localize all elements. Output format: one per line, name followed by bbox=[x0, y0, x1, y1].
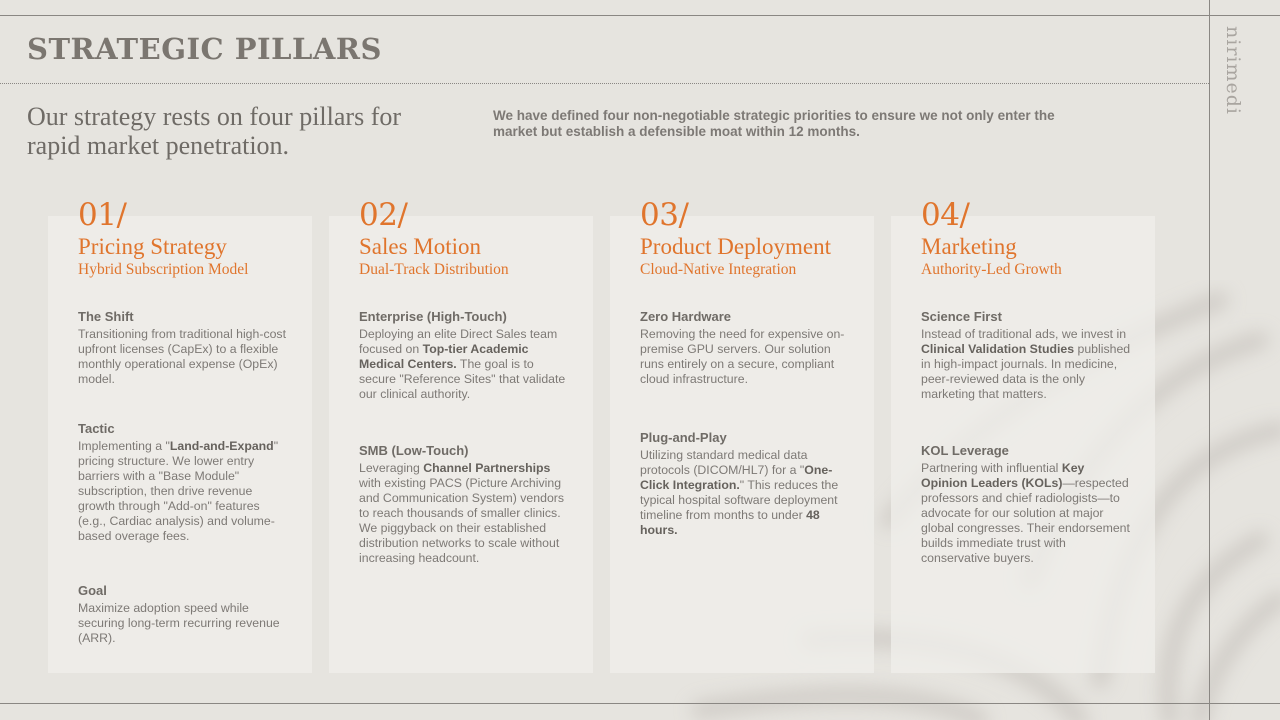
section-body: Instead of traditional ads, we invest in Clinical Validation Studies published in high-impact journals. In medicine, peer-reviewed data is the only marketing that matters. bbox=[921, 327, 1131, 401]
bottom-rule bbox=[0, 703, 1280, 704]
pillar-number: 01/ bbox=[78, 197, 127, 233]
section-tactic bbox=[78, 421, 288, 544]
section-title: Enterprise (High-Touch) bbox=[359, 309, 507, 324]
pillar-title: Product Deployment bbox=[640, 234, 831, 259]
section-body: Utilizing standard medical data protocols (DICOM/HL7) for a "One-Click Integration." This reduces the typical hospital software deployment timeline from months to under 48 hours. bbox=[640, 448, 839, 537]
headline: Our strategy rests on four pillars for rapid market penetration. bbox=[27, 102, 402, 160]
section-title: Science First bbox=[921, 309, 1002, 324]
pillar-subtitle: Authority-Led Growth bbox=[921, 261, 1062, 278]
section-title: Zero Hardware bbox=[640, 309, 732, 324]
pillar-title: Marketing bbox=[921, 234, 1017, 259]
section-title: Goal bbox=[78, 583, 107, 598]
section-zero-hardware bbox=[640, 309, 850, 387]
section-body: Removing the need for expensive on-premise GPU servers. Our solution runs entirely on a secure, compliant cloud infrastructure. bbox=[640, 327, 845, 386]
pillar-header-2 bbox=[359, 198, 649, 280]
section-body: Transitioning from traditional high-cost upfront licenses (CapEx) to a flexible monthly operational expense (OpEx) model. bbox=[78, 327, 287, 386]
section-smb bbox=[359, 443, 569, 566]
section-enterprise bbox=[359, 309, 569, 402]
pillar-header-3 bbox=[640, 198, 930, 280]
section-title: SMB (Low-Touch) bbox=[359, 443, 469, 458]
title-divider bbox=[0, 83, 1209, 84]
intro-text: We have defined four non-negotiable strategic priorities to ensure we not only enter the market but establish a defensible moat within 12 months. bbox=[493, 108, 1055, 139]
section-title: The Shift bbox=[78, 309, 134, 324]
page-title: STRATEGIC PILLARS bbox=[27, 32, 382, 66]
section-kol-leverage bbox=[921, 443, 1131, 566]
section-body: Leveraging Channel Partnerships with existing PACS (Picture Archiving and Communication System) vendors to reach thousands of smaller clinics. We piggyback on their established distribution networks to scale without increasing headcount. bbox=[359, 461, 565, 565]
section-body: Deploying an elite Direct Sales team focused on Top-tier Academic Medical Centers. The goal is to secure "Reference Sites" that validate our clinical authority. bbox=[359, 327, 566, 401]
pillar-subtitle: Cloud-Native Integration bbox=[640, 261, 797, 278]
right-rule bbox=[1209, 0, 1210, 720]
pillar-subtitle: Dual-Track Distribution bbox=[359, 261, 509, 278]
section-body: Partnering with influential Key Opinion Leaders (KOLs)—respected professors and chief radiologists—to advocate for our solution at major global congresses. Their endorsement builds immediate trust with conservative buyers. bbox=[921, 461, 1130, 565]
section-the-shift bbox=[78, 309, 288, 387]
section-body: Implementing a "Land-and-Expand" pricing structure. We lower entry barriers with a "Base Module" subscription, then drive revenue growth through "Add-on" features (e.g., Cardiac analysis) and volume-based overage fees. bbox=[78, 439, 279, 543]
top-rule bbox=[0, 15, 1280, 16]
pillar-number: 02/ bbox=[359, 197, 408, 233]
pillar-header-1 bbox=[78, 198, 368, 280]
section-goal bbox=[78, 583, 288, 646]
brand-wordmark: nirimedi bbox=[1222, 26, 1244, 115]
pillar-title: Pricing Strategy bbox=[78, 234, 227, 259]
pillar-header-4 bbox=[921, 198, 1211, 280]
section-title: Tactic bbox=[78, 421, 115, 436]
section-title: KOL Leverage bbox=[921, 443, 1009, 458]
pillar-title: Sales Motion bbox=[359, 234, 482, 259]
pillar-number: 04/ bbox=[921, 197, 970, 233]
section-title: Plug-and-Play bbox=[640, 430, 727, 445]
section-plug-and-play bbox=[640, 430, 850, 538]
pillar-number: 03/ bbox=[640, 197, 689, 233]
section-science-first bbox=[921, 309, 1131, 402]
section-body: Maximize adoption speed while securing long-term recurring revenue (ARR). bbox=[78, 601, 280, 645]
pillar-subtitle: Hybrid Subscription Model bbox=[78, 261, 249, 278]
